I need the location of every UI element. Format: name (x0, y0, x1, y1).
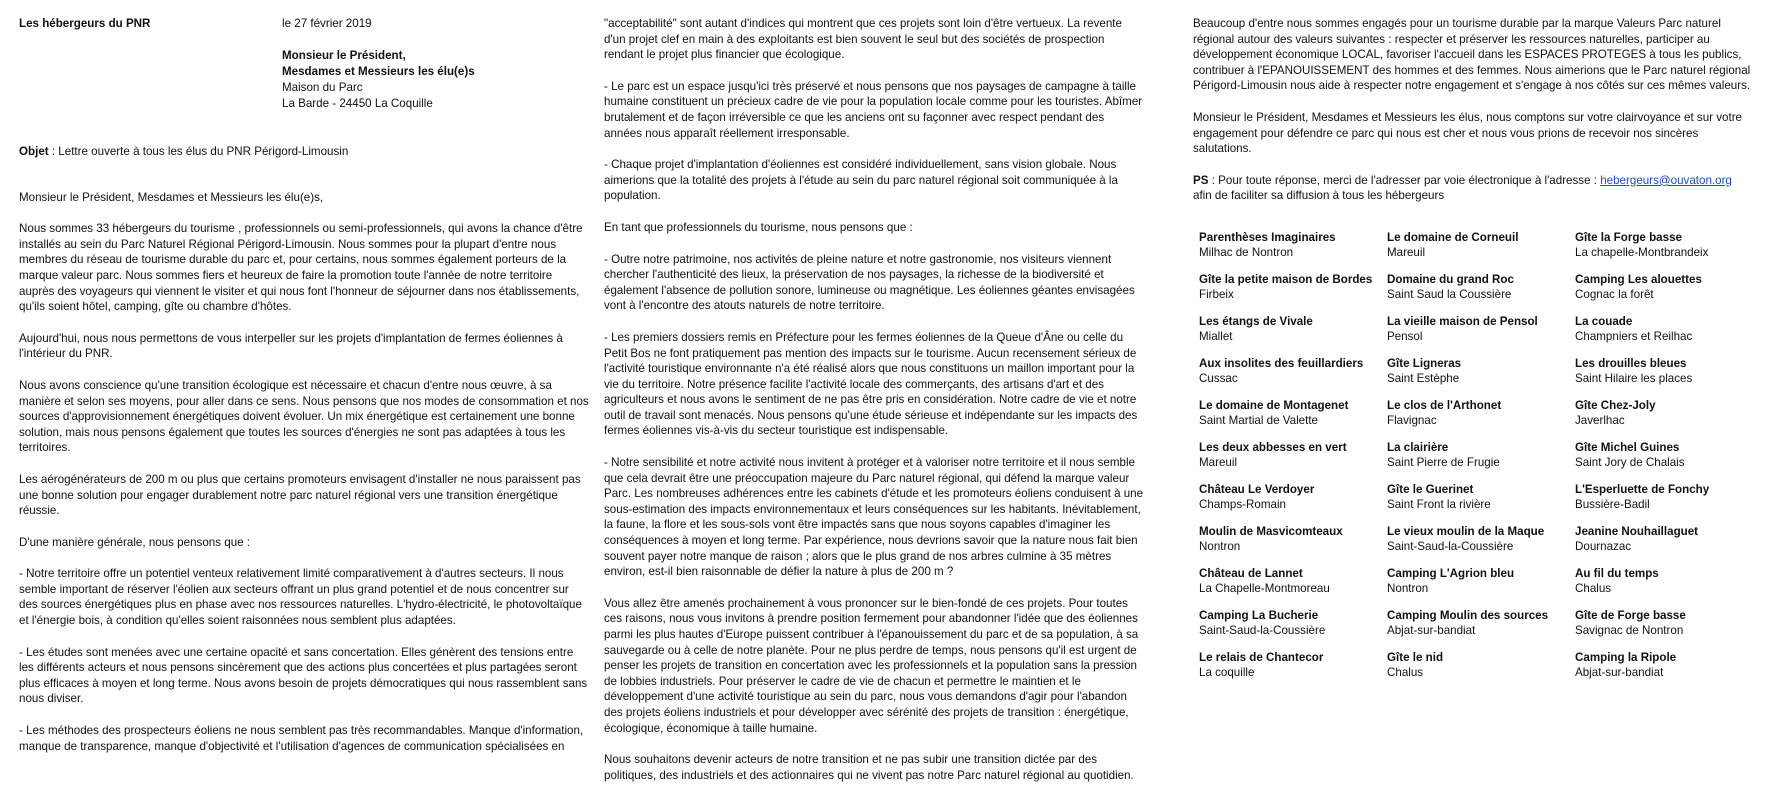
signatory-entry (1199, 272, 1387, 302)
signatory-place: Saint Saud la Coussière (1387, 287, 1512, 301)
signatory-place: Saint Pierre de Frugie (1387, 455, 1500, 469)
signatory-place: La Chapelle-Montmoreau (1199, 581, 1330, 595)
paragraph: - Les premiers dossiers remis en Préfecture pour les fermes éoliennes de la Queue d'Âne ou celle du Petit Bos ne font pratiquement pas mention des impacts sur le tourisme. Aucun recensement sérieux de l'activité touristique environnante n'a été réalisé alors que nous constituons un maillon important pour la vie du territoire. Notre présence facilite l'activité locale des commerçants, des artisans d'art et des agriculteurs et nous avons le sentiment de ne pas être pris en considération. Notre cadre de vie et notre outil de travail sont menacés. Nous pensons qu'une étude sérieuse et indépendante sur les impacts des fermes éoliennes vis-à-vis du secteur touristique est indispensable. (604, 330, 1138, 438)
signatory-name: Gîte le nid (1387, 650, 1444, 664)
signatory-entry (1575, 230, 1763, 260)
signatory-place: Firbeix (1199, 287, 1234, 301)
addressee-line-2: Mesdames et Messieurs les élu(e)s (282, 65, 475, 78)
signatory-name: Gîte la petite maison de Bordes (1199, 272, 1373, 286)
signatory-entry (1387, 440, 1575, 470)
paragraph: - Chaque projet d'implantation d'éoliennes est considéré individuellement, sans vision globale. Nous aimerions que la totalité des projets à l'étude au sein du parc naturel régional soit communiquée à la population. (604, 158, 1118, 203)
paragraph: D'une manière générale, nous pensons que : (19, 535, 251, 549)
column-1-body (19, 190, 589, 755)
signatory-place: Nontron (1199, 539, 1241, 553)
signatory-entry (1387, 524, 1575, 554)
signatory-entry (1387, 230, 1575, 260)
paragraph: - Le parc est un espace jusqu'ici très préservé et nous pensons que nos paysages de campagne à taille humaine constituent un précieux cadre de vie pour la population locale comme pour les touristes. Abîmer brutalement et de façon irréversible ce que les anciens ont su façonner avec respect pendant des années nous apparaît réellement irresponsable. (604, 79, 1143, 140)
signatory-place: Champniers et Reilhac (1575, 329, 1693, 343)
signatory-place: Saint-Saud-la-Coussière (1199, 623, 1326, 637)
signatory-name: Gîte Michel Guines (1575, 440, 1680, 454)
signatory-name: Camping L'Agrion bleu (1387, 566, 1515, 580)
signatory-place: Champs-Romain (1199, 497, 1286, 511)
paragraph: - Notre territoire offre un potentiel venteux relativement limité comparativement à d'autres secteurs. Il nous semble important de réserver l'éolien aux secteurs offrant un plus grand potentiel et de nous concentrer sur des sources énergétiques plus en phase avec nos ressources naturelles. L'hydro-électricité, le photovoltaïque et l'énergie bois, à condition qu'elles soient raisonnées nous semblent plus adaptées. (19, 567, 582, 628)
signatory-place: Dournazac (1575, 539, 1632, 553)
ps-text-before: : Pour toute réponse, merci de l'adresser par voie électronique à l'adresse : (1208, 173, 1601, 187)
paragraph: - Outre notre patrimoine, nos activités de pleine nature et notre gastronomie, nos visiteurs viennent chercher l'authenticité des lieux, la préservation de nos paysages, la richesse de la biodiversité et également l'absence de pollution sonore, lumineuse ou magnétique. Les éoliennes géantes envisagées vont à l'encontre des atouts naturels de notre territoire. (604, 252, 1135, 313)
signatory-place: Savignac de Nontron (1575, 623, 1684, 637)
signatory-entry (1575, 566, 1763, 596)
signatory-entry (1199, 440, 1387, 470)
signatory-place: Saint-Saud-la-Coussière (1387, 539, 1514, 553)
signatory-entry (1575, 524, 1763, 554)
paragraph: - Les méthodes des prospecteurs éoliens ne nous semblent pas très recommandables. Manque d'information, manque de transparence, manque d'objectivité et l'utilisation d'agences de communication spécialisées en (19, 724, 584, 753)
paragraph: Beaucoup d'entre nous sommes engagés pour un tourisme durable par la marque Valeurs Parc naturel régional autour des valeurs suivantes : respecter et préserver les ressources naturelles, participer au développement économique LOCAL, favoriser l'accueil dans les ESPACES PROTEGES à tous les publics, contribuer à l'EPANOUISSEMENT des hommes et des femmes. Nous aimerions que le Parc naturel régional Périgord-Limousin nous aide à respecter notre engagement et s'engage à nos côtés sur ces mêmes valeurs. (1193, 17, 1751, 93)
paragraph: - Les études sont menées avec une certaine opacité et sans concertation. Elles génèrent des tensions entre les différents acteurs et nous pensons sincèrement que des actions plus concertées et plus partagées seront plus efficaces à moyen et long terme. Nous avons besoin de projets démocratiques qui nous rassemblent sans nous diviser. (19, 645, 588, 706)
paragraph: Nous avons conscience qu'une transition écologique est nécessaire et chacun d'entre nous œuvre, à sa manière et selon ses moyens, pour aller dans ce sens. Nous pensons que nos modes de consommation et nos sources d'approvisionnement énergétiques doivent évoluer. Un mix énergétique est certainement une bonne solution, mais nous pensons également que toutes les sources d'énergies ne sont pas adaptées à tous les territoires. (19, 378, 589, 455)
subject-text: : Lettre ouverte à tous les élus du PNR Périgord-Limousin (48, 145, 349, 158)
sender-name: Les hébergeurs du PNR (19, 17, 151, 30)
signatory-name: Domaine du grand Roc (1387, 272, 1514, 286)
postscript (1193, 173, 1753, 204)
signatory-place: Flavignac (1387, 413, 1437, 427)
signatory-name: Le vieux moulin de la Maque (1387, 524, 1545, 538)
signatory-name: La vieille maison de Pensol (1387, 314, 1538, 328)
signatory-place: Saint Front la rivière (1387, 497, 1491, 511)
paragraph: Les aérogénérateurs de 200 m ou plus que certains promoteurs envisagent d'installer ne nous paraissent pas une bonne solution pour engager durablement notre parc naturel régional vers une transition énergétique réussie. (19, 472, 581, 518)
signatory-name: Gîte le Guerinet (1387, 482, 1474, 496)
signatory-place: Saint Jory de Chalais (1575, 455, 1685, 469)
signatory-entry (1575, 440, 1763, 470)
signatory-place: Javerlhac (1575, 413, 1625, 427)
signatory-entry (1199, 524, 1387, 554)
signatory-name: L'Esperluette de Fonchy (1575, 482, 1710, 496)
address-line-1: Maison du Parc (282, 81, 363, 94)
signatory-place: Pensol (1387, 329, 1423, 343)
signatory-place: La chapelle-Montbrandeix (1575, 245, 1709, 259)
signatory-name: Gîte de Forge basse (1575, 608, 1686, 622)
letter-header (19, 16, 589, 136)
signatory-entry (1199, 566, 1387, 596)
signatory-entry (1199, 482, 1387, 512)
signatory-place: Mareuil (1199, 455, 1238, 469)
addressee-block (282, 48, 475, 112)
signatory-name: Le domaine de Montagenet (1199, 398, 1349, 412)
column-2 (604, 16, 1144, 799)
signatory-name: Camping Les alouettes (1575, 272, 1702, 286)
signatory-entry (1387, 482, 1575, 512)
signatory-entry (1387, 272, 1575, 302)
signatory-entry (1199, 608, 1387, 638)
signatory-entry (1199, 650, 1387, 680)
signatory-name: Le relais de Chantecor (1199, 650, 1324, 664)
subject-label: Objet (19, 145, 49, 158)
signatory-name: Le domaine de Corneuil (1387, 230, 1519, 244)
column-3-body (1193, 16, 1753, 157)
signatory-name: Château Le Verdoyer (1199, 482, 1315, 496)
signatory-place: Saint Hilaire les places (1575, 371, 1693, 385)
signatory-name: Jeanine Nouhaillaguet (1575, 524, 1699, 538)
signatory-place: Chalus (1387, 665, 1424, 679)
signatory-entry (1387, 608, 1575, 638)
signatory-entry (1575, 398, 1763, 428)
signatory-name: Moulin de Masvicomteaux (1199, 524, 1343, 538)
signatory-place: Abjat-sur-bandiat (1387, 623, 1476, 637)
signatory-name: La clairière (1387, 440, 1449, 454)
signatory-name: Parenthèses Imaginaires (1199, 230, 1336, 244)
signatory-entry (1575, 356, 1763, 386)
signatory-name: Gîte Chez-Joly (1575, 398, 1656, 412)
paragraph: Vous allez être amenés prochainement à vous prononcer sur le bien-fondé de ces projets. Pour toutes ces raisons, nous vous invitons à prendre position fermement pour abandonner l'idée que des éoliennes parmi les plus hautes d'Europe puissent contribuer à l'épanouissement du parc et de sa population, à sa sauvegarde ou à celle de notre planète. Pour ne plus perdre de temps, nous pensons qu'il est urgent de penser les projets de transition en concertation avec les professionnels et la population sans la pression de lobbies industriels. Pour préserver le cadre de vie de chacun et permettre le maintien et le développement d'une activité touristique au sein du parc, nous vous demandons d'agir pour l'abandon des projets éoliens industriels et pour développer avec sérénité des projets de transition : énergétique, écologique, économique à taille humaine. (604, 596, 1139, 735)
signatory-name: Château de Lannet (1199, 566, 1303, 580)
signatory-name: Camping la Ripole (1575, 650, 1677, 664)
column-2-body (604, 16, 1144, 783)
signatories-grid (1193, 230, 1753, 680)
paragraph: Nous sommes 33 hébergeurs du tourisme , professionnels ou semi-professionnels, qui avons la chance d'être installés au sein du Parc Naturel Régional Périgord-Limousin. Nous sommes pour la plupart d'entre nous membres du réseau de tourisme durable du parc et, pour certains, nous sommes également porteurs de la marque valeur parc. Nous sommes fiers et heureux de faire la promotion toute l'année de notre territoire auprès des voyageurs qui viennent le visiter et qui nous font l'honneur de séjourner dans nos établissements, qu'ils soient hôtel, camping, gîte ou chambre d'hôtes. (19, 222, 583, 314)
paragraph: Nous souhaitons devenir acteurs de notre transition et ne pas subir une transition dictée par des politiques, des industriels et des actionnaires qui ne vivent pas notre Parc naturel régional au quotidien. (604, 753, 1134, 782)
signatory-entry (1199, 398, 1387, 428)
paragraph: - Notre sensibilité et notre activité nous invitent à protéger et à valoriser notre territoire et il nous semble que cela devrait être une préoccupation majeure du Parc naturel régional, qui défend la marque valeur Parc. Les nombreuses adhérences entre les cabinets d'étude et les promoteurs éoliens conduisent à une sous-estimation des impacts environnementaux et leurs conséquences sur les habitants. Inévitablement, la faune, la flore et les sous-sols vont être impactés sans que nous soyons capables d'imaginer les conséquences à moyen et long terme. Par expérience, nous devrions savoir que la nature nous fait bien souvent payer notre manque de raison ; alors que le plus grand de nos arbres culmine à 35 mètres environ, est-il bien raisonnable de défier la nature à plus de 200 m ? (604, 456, 1144, 579)
paragraph: "acceptabilité" sont autant d'indices qui montrent que ces projets sont loin d'être vertueux. La revente d'un projet clef en main à des exploitants est bien souvent le seul but des sociétés de prospection rendant le projet plus financier que écologique. (604, 17, 1122, 62)
signatory-entry (1199, 314, 1387, 344)
signatory-entry (1387, 356, 1575, 386)
signatory-place: Mareuil (1387, 245, 1426, 259)
paragraph: Aujourd'hui, nous nous permettons de vous interpeller sur les projets d'implantation de fermes éoliennes à l'intérieur du PNR. (19, 331, 563, 361)
signatory-place: Saint Martial de Valette (1199, 413, 1319, 427)
signatory-entry (1575, 482, 1763, 512)
signatory-name: Les étangs de Vivale (1199, 314, 1313, 328)
subject-line (19, 144, 589, 160)
paragraph: En tant que professionnels du tourisme, nous pensons que : (604, 220, 913, 234)
addressee-line-1: Monsieur le Président, (282, 49, 406, 62)
signatory-entry (1387, 650, 1575, 680)
signatory-place: Cognac la forêt (1575, 287, 1654, 301)
signatory-place: Cussac (1199, 371, 1238, 385)
signatory-entry (1575, 650, 1763, 680)
address-line-2: La Barde - 24450 La Coquille (282, 97, 433, 110)
paragraph: Monsieur le Président, Mesdames et Messieurs les élus, nous comptons sur votre clairvoyance et sur votre engagement pour défendre ce parc qui nous est cher et nous vous prions de recevoir nos sincères salutations. (1193, 110, 1743, 156)
signatory-name: Gîte Ligneras (1387, 356, 1462, 370)
column-3 (1193, 16, 1753, 680)
signatory-name: Le clos de l'Arthonet (1387, 398, 1502, 412)
signatory-entry (1199, 356, 1387, 386)
signatory-entry (1387, 398, 1575, 428)
signatory-entry (1387, 566, 1575, 596)
signatory-place: Chalus (1575, 581, 1612, 595)
signatory-name: La couade (1575, 314, 1633, 328)
signatory-place: Miallet (1199, 329, 1233, 343)
signatory-name: Gîte la Forge basse (1575, 230, 1682, 244)
contact-email-link[interactable]: hebergeurs@ouvaton.org (1600, 173, 1732, 187)
column-1 (19, 16, 589, 770)
signatory-place: Abjat-sur-bandiat (1575, 665, 1664, 679)
signatory-name: Les deux abbesses en vert (1199, 440, 1347, 454)
signatory-name: Les drouilles bleues (1575, 356, 1687, 370)
signatory-entry (1575, 608, 1763, 638)
signatory-name: Aux insolites des feuillardiers (1199, 356, 1364, 370)
signatory-place: La coquille (1199, 665, 1255, 679)
signatory-entry (1387, 314, 1575, 344)
signatory-entry (1575, 272, 1763, 302)
signatory-name: Camping La Bucherie (1199, 608, 1319, 622)
letter-date: le 27 février 2019 (282, 17, 372, 30)
signatory-place: Nontron (1387, 581, 1429, 595)
signatory-place: Saint Estèphe (1387, 371, 1460, 385)
signatory-name: Camping Moulin des sources (1387, 608, 1549, 622)
paragraph: Monsieur le Président, Mesdames et Messieurs les élu(e)s, (19, 190, 324, 204)
signatory-entry (1575, 314, 1763, 344)
signatory-place: Bussière-Badil (1575, 497, 1650, 511)
signatory-entry (1199, 230, 1387, 260)
ps-text-after: afin de faciliter sa diffusion à tous les hébergeurs (1193, 189, 1445, 203)
ps-label: PS (1193, 173, 1209, 187)
signatory-name: Au fil du temps (1575, 566, 1659, 580)
signatory-place: Milhac de Nontron (1199, 245, 1294, 259)
